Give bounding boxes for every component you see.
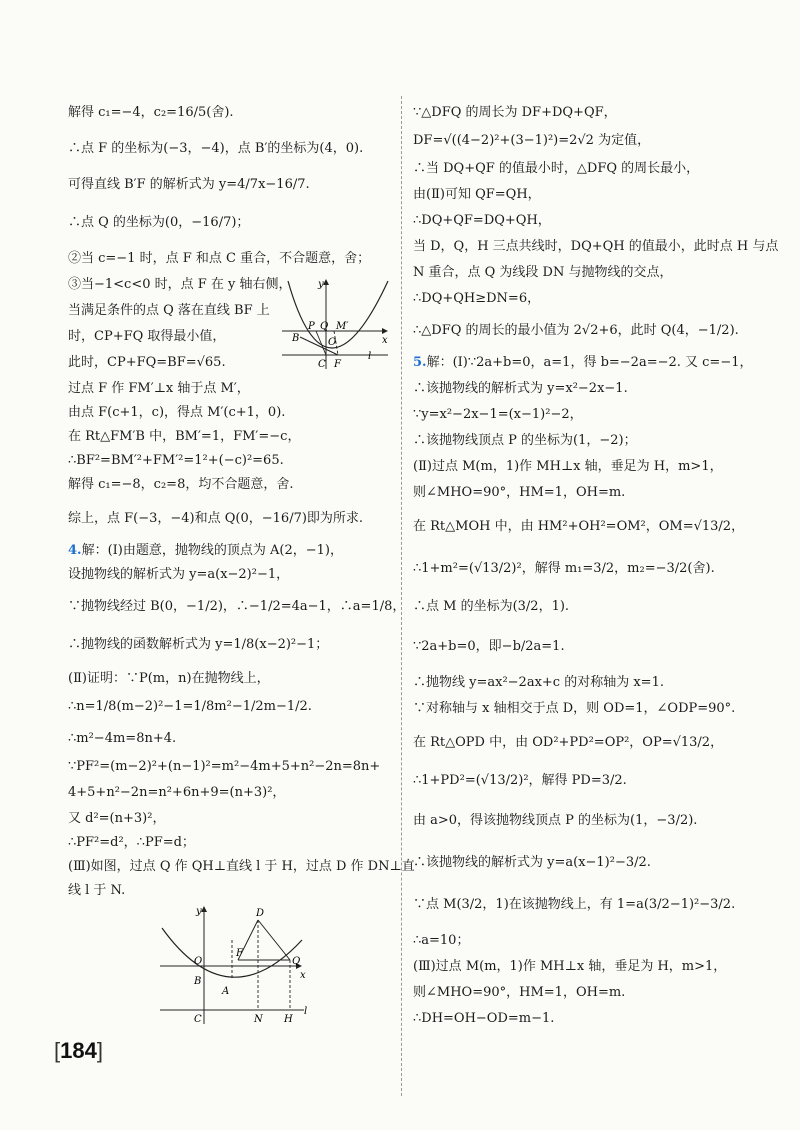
text-line: 4.解：(Ⅰ)由题意，抛物线的顶点为 A(2，−1)， (68, 543, 343, 558)
figure-parabola-2 (160, 900, 320, 1028)
fig2-label: N (254, 1014, 263, 1025)
text-line: ∵y=x²−2x−1=(x−1)²−2， (413, 407, 583, 422)
fig2-label: F (236, 948, 243, 959)
text-line: 由点 F(c+1，c)，得点 M′(c+1，0). (68, 405, 286, 420)
text-line: ②当 c=−1 时，点 F 和点 C 重合，不合题意，舍； (68, 251, 371, 266)
fig1-label: x (382, 335, 388, 346)
fig2-label: D (256, 908, 265, 919)
fig2-label: y (196, 906, 202, 917)
text-line: 设抛物线的解析式为 y=a(x−2)²−1， (68, 567, 290, 582)
text-line: ∴点 M 的坐标为(3/2，1). (413, 599, 570, 614)
fig2-label: H (284, 1014, 293, 1025)
text-line: 由 a>0，得该抛物线顶点 P 的坐标为(1，−3/2). (413, 813, 698, 828)
text-line: (Ⅱ)证明：∵P(m，n)在抛物线上， (68, 671, 270, 686)
page-number: [184] (54, 1038, 103, 1063)
text-line: ∴DQ+QH≥DN=6， (413, 291, 541, 306)
fig1-label: y (318, 279, 324, 290)
fig2-label: B (194, 976, 202, 987)
text-line: ∵2a+b=0，即−b/2a=1. (413, 639, 565, 654)
fig1-label: C (318, 359, 326, 370)
text-line: 在 Rt△OPD 中，由 OD²+PD²=OP²，OP=√13/2， (413, 735, 724, 750)
text-line: ∴点 F 的坐标为(−3，−4)，点 B′的坐标为(4，0). (68, 141, 364, 156)
text-line: (Ⅲ)如图，过点 Q 作 QH⊥直线 l 于 H，过点 D 作 DN⊥直 (68, 859, 415, 874)
text-line: ∴该抛物线顶点 P 的坐标为(1，−2)； (413, 433, 637, 448)
fig1-label: M′ (336, 321, 349, 332)
text-line: ∴△DFQ 的周长的最小值为 2√2+6，此时 Q(4，−1/2). (413, 323, 739, 338)
text-line: ∴抛物线的函数解析式为 y=1/8(x−2)²−1； (68, 637, 329, 652)
text-line: 5.解：(Ⅰ)∵2a+b=0，a=1，得 b=−2a=−2. 又 c=−1， (413, 355, 753, 370)
fig1-label: l (368, 351, 372, 362)
problem-number: 4. (68, 543, 82, 558)
fig2-label: C (194, 1014, 202, 1025)
fig2-label: O (194, 956, 203, 967)
text-line: (Ⅲ)过点 M(m，1)作 MH⊥x 轴，垂足为 H，m>1， (413, 959, 727, 974)
text-line: ∴抛物线 y=ax²−2ax+c 的对称轴为 x=1. (413, 675, 664, 690)
page-number-value: 184 (60, 1038, 97, 1063)
text-line: ∴1+m²=(√13/2)²，解得 m₁=3/2，m₂=−3/2(舍). (413, 561, 715, 576)
text-line: DF=√((4−2)²+(3−1)²)=2√2 为定值， (413, 133, 651, 148)
text-line: ∵对称轴与 x 轴相交于点 D，则 OD=1，∠ODP=90°. (413, 701, 736, 716)
fig1-label: B (292, 333, 300, 344)
text-line: ∴DQ+QF=DQ+QH， (413, 213, 551, 228)
text-line: ∴DH=OH−OD=m−1. (413, 1011, 555, 1026)
text-line: 又 d²=(n+3)²， (68, 811, 166, 826)
text-line: ∴点 Q 的坐标为(0，−16/7)； (68, 215, 250, 230)
text-line: 可得直线 B′F 的解析式为 y=4/7x−16/7. (68, 177, 310, 192)
problem-number: 5. (413, 355, 427, 370)
fig2-label: A (222, 986, 230, 997)
text-line: ∴该抛物线的解析式为 y=a(x−1)²−3/2. (413, 855, 651, 870)
text-line: 在 Rt△MOH 中，由 HM²+OH²=OM²，OM=√13/2， (413, 519, 745, 534)
text-line: ∴a=10； (413, 933, 470, 948)
text-line: 由(Ⅱ)可知 QF=QH， (413, 187, 541, 202)
fig1-label: P (308, 321, 315, 332)
text-line: 线 l 于 N. (68, 883, 126, 898)
text-line: 4+5+n²−2n=n²+6n+9=(n+3)²， (68, 785, 286, 800)
text-line: 当 D，Q，H 三点共线时，DQ+QH 的值最小，此时点 H 与点 (413, 239, 779, 254)
fig1-label: F (334, 359, 341, 370)
text-line: N 重合，点 Q 为线段 DN 与抛物线的交点， (413, 265, 673, 280)
text-line: (Ⅱ)过点 M(m，1)作 MH⊥x 轴，垂足为 H，m>1， (413, 459, 723, 474)
text-line: ∵抛物线经过 B(0，−1/2)，∴−1/2=4a−1，∴a=1/8， (68, 599, 406, 614)
text-line: 则∠MHO=90°，HM=1，OH=m. (413, 985, 626, 1000)
column-divider (401, 96, 402, 1096)
text-line: ∴1+PD²=(√13/2)²，解得 PD=3/2. (413, 773, 627, 788)
fig1-label: O (328, 337, 337, 348)
text-line: ∴当 DQ+QF 的值最小时，△DFQ 的周长最小， (413, 161, 700, 176)
text-line: 解得 c₁=−8，c₂=8，均不合题意，舍. (68, 477, 294, 492)
text-line: 在 Rt△FM′B 中，BM′=1，FM′=−c， (68, 429, 301, 444)
text-line: 此时，CP+FQ=BF=√65. (68, 355, 226, 370)
text-line: 则∠MHO=90°，HM=1，OH=m. (413, 485, 626, 500)
text-line: 解得 c₁=−4，c₂=16/5(舍). (68, 105, 234, 120)
text-line: ∴BF²=BM′²+FM′²=1²+(−c)²=65. (68, 453, 284, 468)
text-line: 当满足条件的点 Q 落在直线 BF 上 (68, 303, 270, 318)
text-line: ∵△DFQ 的周长为 DF+DQ+QF， (413, 105, 617, 120)
fig2-label: Q (292, 956, 301, 967)
text-line: ∴该抛物线的解析式为 y=x²−2x−1. (413, 381, 628, 396)
text-line: 过点 F 作 FM′⊥x 轴于点 M′， (68, 381, 250, 396)
text-line: ∴m²−4m=8n+4. (68, 731, 177, 746)
fig2-label: l (304, 1006, 308, 1017)
text-line: 时，CP+FQ 取得最小值， (68, 329, 226, 344)
fig1-label: Q (320, 321, 329, 332)
figure-parabola-1 (278, 275, 398, 371)
text-line: ∵PF²=(m−2)²+(n−1)²=m²−4m+5+n²−2n=8n+ (68, 759, 381, 774)
text-line: ∴n=1/8(m−2)²−1=1/8m²−1/2m−1/2. (68, 699, 312, 714)
text-line: ∴PF²=d²，∴PF=d； (68, 835, 195, 850)
text-line: ∵点 M(3/2，1)在该抛物线上，有 1=a(3/2−1)²−3/2. (413, 897, 736, 912)
text-line: 综上，点 F(−3，−4)和点 Q(0，−16/7)即为所求. (68, 511, 364, 526)
fig2-label: x (300, 970, 306, 981)
text-line: ③当−1<c<0 时，点 F 在 y 轴右侧， (68, 277, 292, 292)
